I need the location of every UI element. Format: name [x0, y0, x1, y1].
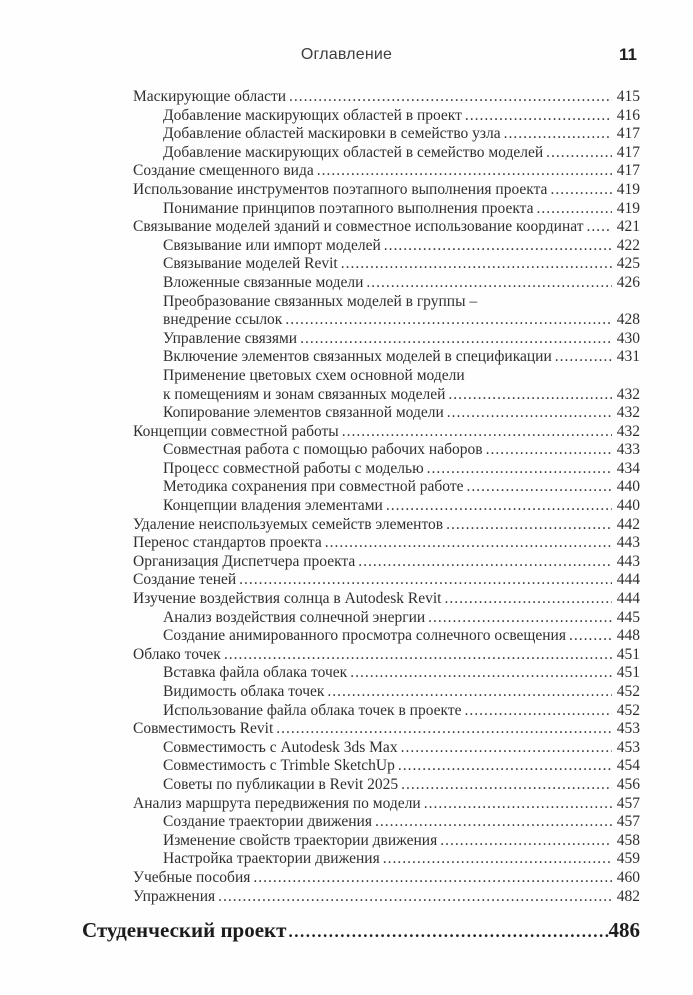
toc-entry-page: 482 — [616, 887, 640, 905]
toc-entry — [133, 702, 640, 721]
toc-entry-page: 417 — [616, 162, 640, 180]
toc-entry-page: 421 — [616, 218, 640, 236]
toc-entry-page: 430 — [616, 329, 640, 347]
toc-entry-page: 440 — [616, 478, 640, 496]
toc-entry — [133, 720, 640, 739]
toc-entry — [133, 237, 640, 256]
toc-entry-label: Удаление неиспользуемых семейств элементов — [133, 515, 444, 533]
toc-entry-label: Использование инструментов поэтапного выполнения проекта — [133, 180, 548, 198]
toc-entry — [133, 776, 640, 795]
toc-entry — [133, 534, 640, 553]
toc-entry-label: Совместная работа с помощью рабочих наборов — [163, 441, 483, 459]
toc-entry-page: 422 — [616, 236, 640, 254]
toc-entry-label: внедрение ссылок — [163, 311, 283, 329]
toc-leader-dots — [424, 795, 612, 814]
toc-entry-label: Методика сохранения при совместной работе — [163, 478, 464, 496]
toc-entry-label: Видимость облака точек — [163, 683, 325, 700]
toc-entry-page: 448 — [616, 627, 640, 645]
toc-entry-label: Совместимость Revit — [133, 720, 274, 738]
toc-entry — [133, 813, 640, 832]
toc-entry — [133, 609, 640, 628]
toc-entry-label: Копирование элементов связанной модели — [163, 404, 444, 422]
toc-entry — [133, 739, 640, 758]
toc-entry — [133, 869, 640, 888]
toc-leader-dots — [350, 664, 612, 683]
toc-leader-dots — [504, 125, 612, 144]
toc-entry — [133, 646, 640, 665]
toc-list — [133, 88, 640, 906]
toc-entry-label: Концепции совместной работы — [133, 422, 339, 440]
toc-entry — [133, 88, 640, 107]
toc-entry-page: 444 — [616, 590, 640, 608]
toc-leader-dots — [401, 739, 612, 758]
toc-entry-label: Добавление областей маскировки в семейство узла — [163, 125, 501, 143]
toc-entry-label: Процесс совместной работы с моделью — [163, 459, 424, 477]
toc-entry-page: 440 — [616, 497, 640, 515]
toc-entry-label: Упражнения — [133, 887, 216, 905]
toc-entry-label: Концепции владения элементами — [163, 497, 383, 515]
toc-entry — [133, 478, 640, 497]
toc-entry — [133, 330, 640, 349]
toc-leader-dots — [317, 162, 612, 181]
toc-entry-page: 417 — [616, 143, 640, 161]
toc-leader-dots — [300, 330, 612, 349]
toc-entry-label: к помещениям и зонам связанных моделей — [163, 385, 446, 403]
toc-entry-label: Связывание моделей зданий и совместное использование координат — [133, 218, 584, 236]
toc-leader-dots — [444, 590, 612, 609]
toc-entry — [133, 348, 640, 367]
toc-entry — [133, 125, 640, 144]
toc-leader-dots — [224, 646, 612, 665]
toc-leader-dots — [285, 311, 612, 330]
toc-entry-page: 442 — [616, 515, 640, 533]
toc-entry — [133, 200, 640, 219]
toc-entry — [133, 107, 640, 126]
toc-entry — [133, 888, 640, 907]
toc-entry-label: Настройка траектории движения — [163, 850, 380, 868]
toc-leader-dots — [550, 181, 612, 200]
toc-entry-page: 432 — [616, 422, 640, 440]
toc-entry-label: Изучение воздействия солнца в Autodesk Revit — [133, 590, 442, 608]
toc-entry-label: Создание смещенного вида — [133, 162, 314, 180]
toc-entry-page: 452 — [616, 701, 640, 719]
toc-leader-dots — [375, 813, 612, 832]
toc-leader-dots — [448, 386, 612, 405]
toc-entry-label: Добавление маскирующих областей в проект — [163, 106, 462, 124]
toc-entry-label: Маскирующие области — [133, 88, 287, 105]
toc-entry-label: Совместимость с Autodesk 3ds Max — [163, 738, 398, 756]
page-number: 11 — [619, 45, 637, 64]
toc-entry-label: Облако точек — [133, 645, 221, 663]
toc-leader-dots — [386, 497, 612, 516]
toc-leader-dots — [253, 869, 612, 888]
toc-leader-dots — [239, 571, 612, 590]
toc-entry-label: Связывание моделей Revit — [163, 255, 338, 273]
toc-entry-page: 432 — [616, 404, 640, 422]
toc-entry-label: Связывание или импорт моделей — [163, 236, 381, 254]
toc-entry-label: Вложенные связанные модели — [163, 273, 364, 291]
toc-leader-dots — [555, 348, 612, 367]
toc-entry-label: Вставка файла облака точек — [163, 664, 348, 682]
toc-entry-label: Понимание принципов поэтапного выполнения проекта — [163, 199, 534, 217]
toc-entry-page: 459 — [616, 850, 640, 868]
toc-entry — [133, 460, 640, 479]
toc-entry — [133, 664, 640, 683]
toc-leader-dots — [546, 144, 612, 163]
toc-entry-page: 443 — [616, 552, 640, 570]
toc-entry — [133, 293, 640, 312]
toc-entry-label: Использование файла облака точек в проекте — [163, 701, 462, 719]
toc-entry-page: 456 — [616, 775, 640, 793]
toc-leader-dots — [288, 922, 608, 942]
toc-leader-dots — [428, 609, 612, 628]
toc-leader-dots — [342, 423, 612, 442]
toc-entry-label: Создание анимированного просмотра солнечного освещения — [163, 627, 566, 645]
toc-entry — [133, 274, 640, 293]
toc-entry — [133, 516, 640, 535]
toc-entry-page: 460 — [616, 868, 640, 886]
toc-entry-label: Управление связями — [163, 329, 298, 347]
toc-leader-dots — [465, 107, 612, 126]
toc-entry-label: Учебные пособия — [133, 868, 251, 886]
toc-entry-label: Включение элементов связанных моделей в спецификации — [163, 348, 552, 366]
toc-leader-dots — [569, 627, 612, 646]
toc-entry-page: 454 — [616, 757, 640, 775]
toc-entry — [133, 795, 640, 814]
toc-leader-dots — [440, 832, 612, 851]
toc-entry-label: Организация Диспетчера проекта — [133, 552, 356, 570]
toc-entry-page: 445 — [616, 608, 640, 626]
toc-entry-page: 416 — [616, 106, 640, 124]
toc-entry — [133, 255, 640, 274]
toc-entry-page: 453 — [616, 738, 640, 756]
toc-leader-dots — [467, 478, 612, 497]
toc-entry-page: 431 — [616, 348, 640, 366]
toc-leader-dots — [327, 683, 612, 702]
toc-entry — [133, 571, 640, 590]
toc-entry — [133, 757, 640, 776]
toc-entry-label: Анализ воздействия солнечной энергии — [163, 608, 426, 626]
toc-entry-label: Советы по публикации в Revit 2025 — [163, 775, 399, 793]
toc-section-heading-label: Студенческий проект — [82, 918, 287, 942]
toc-entry-page: 453 — [616, 720, 640, 738]
toc-leader-dots — [276, 720, 612, 739]
toc-leader-dots — [447, 404, 612, 423]
toc-leader-dots — [398, 757, 612, 776]
toc-leader-dots — [427, 460, 612, 479]
toc-entry — [133, 832, 640, 851]
toc-entry-page: 415 — [616, 88, 640, 105]
toc-leader-dots — [358, 553, 612, 572]
toc-leader-dots — [465, 702, 613, 721]
toc-entry-page: 419 — [616, 180, 640, 198]
toc-leader-dots — [366, 274, 612, 293]
toc-entry-page: 417 — [616, 125, 640, 143]
toc-entry — [133, 553, 640, 572]
toc-entry — [133, 590, 640, 609]
toc-entry-page: 419 — [616, 199, 640, 217]
toc-entry — [133, 497, 640, 516]
page-header — [0, 46, 693, 68]
toc-entry — [133, 441, 640, 460]
toc-section-heading-row — [82, 918, 640, 943]
toc-entry — [133, 627, 640, 646]
toc-entry — [133, 162, 640, 181]
toc-entry — [133, 181, 640, 200]
toc-entry-label: Добавление маскирующих областей в семейство моделей — [163, 143, 544, 161]
toc-entry-label: Совместимость с Trimble SketchUp — [163, 757, 395, 775]
toc-entry-page: 443 — [616, 534, 640, 552]
toc-section-heading-page: 486 — [608, 918, 640, 942]
toc-entry-label: Создание теней — [133, 571, 237, 589]
toc-entry-page: 434 — [616, 459, 640, 477]
toc-leader-dots — [384, 237, 612, 256]
toc-leader-dots — [446, 516, 612, 535]
toc-entry — [133, 386, 640, 405]
toc-leader-dots — [289, 88, 612, 107]
toc-entry-page: 433 — [616, 441, 640, 459]
toc-entry-page: 451 — [616, 664, 640, 682]
toc-entry — [133, 311, 640, 330]
toc-entry — [133, 423, 640, 442]
toc-entry-label: Изменение свойств траектории движения — [163, 831, 438, 849]
toc-entry-label: Применение цветовых схем основной модели — [163, 366, 465, 384]
toc-entry-label: Преобразование связанных моделей в группы – — [163, 292, 478, 310]
toc-entry-page: 451 — [616, 645, 640, 663]
toc-leader-dots — [587, 218, 612, 237]
toc-leader-dots — [383, 850, 612, 869]
toc-entry-label: Создание траектории движения — [163, 813, 372, 831]
toc-entry-page: 444 — [616, 571, 640, 589]
toc-entry — [133, 404, 640, 423]
toc-entry-page: 458 — [616, 831, 640, 849]
page-header-title: Оглавление — [300, 46, 393, 63]
toc-leader-dots — [486, 441, 612, 460]
toc-entry-page: 426 — [616, 273, 640, 291]
toc-entry-page: 457 — [616, 794, 640, 812]
toc-entry-page: 457 — [616, 813, 640, 831]
toc-entry-page: 428 — [616, 311, 640, 329]
toc-entry-label: Перенос стандартов проекта — [133, 534, 322, 552]
toc-entry — [133, 683, 640, 702]
toc-leader-dots — [401, 776, 612, 795]
toc-leader-dots — [218, 888, 612, 907]
toc-leader-dots — [325, 534, 612, 553]
toc-leader-dots — [537, 200, 613, 219]
toc-entry — [133, 850, 640, 869]
toc-entry-page: 432 — [616, 385, 640, 403]
toc-leader-dots — [341, 255, 612, 274]
toc-entry-page: 452 — [616, 683, 640, 700]
toc-entry-label: Анализ маршрута передвижения по модели — [133, 794, 421, 812]
toc-entry — [133, 218, 640, 237]
toc-entry — [133, 144, 640, 163]
toc-entry — [133, 367, 640, 386]
toc-entry-page: 425 — [616, 255, 640, 273]
